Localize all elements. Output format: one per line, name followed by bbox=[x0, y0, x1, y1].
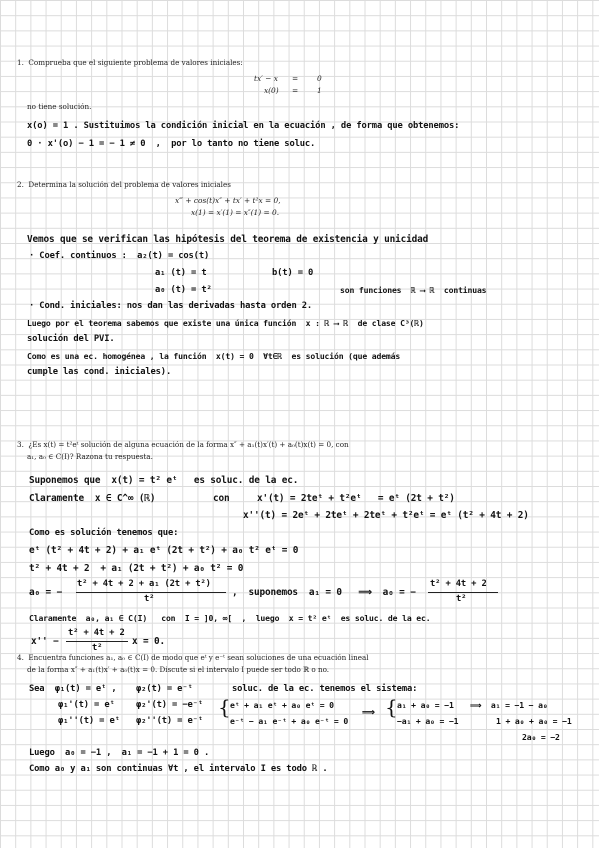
problem2-answer-line: · Coef. continuos : a₂(t) = cos(t) bbox=[29, 251, 210, 261]
problem3-answer-line: a₀ = − bbox=[29, 587, 62, 598]
fraction-bar bbox=[428, 592, 498, 593]
problem3-answer-line: Como es solución tenemos que: bbox=[29, 528, 179, 538]
problem4-system-line: eᵗ + a₁ eᵗ + a₀ eᵗ = 0 bbox=[230, 700, 334, 710]
problem3-fraction-den: t² bbox=[92, 643, 103, 653]
problem4-answer-line: Luego a₀ = −1 , a₁ = −1 + 1 = 0 . bbox=[29, 748, 210, 758]
problem4-answer-line: soluc. de la ec. tenemos el sistema: bbox=[232, 684, 418, 694]
problem4-answer-line: Como a₀ y a₁ son continuas ∀t , el intervalo I es todo ℝ . bbox=[29, 764, 328, 774]
fraction-bar bbox=[66, 641, 128, 642]
problem3-prompt: 3. ¿Es x(t) = t²eᵗ solución de alguna ecuación de la forma x″ + a₁(t)x′(t) + a₀(t)x(t) = 0, con bbox=[17, 440, 349, 449]
problem3-fraction-num: t² + 4t + 2 bbox=[430, 579, 487, 589]
problem2-answer-line: Como es una ec. homogénea , la función x(t) = 0 ∀t∈ℝ es solución (que además bbox=[27, 351, 401, 361]
problem1-answer-line: 0 · x'(o) − 1 = − 1 ≠ 0 , por lo tanto no tiene soluc. bbox=[27, 139, 316, 149]
problem3-answer-line: Claramente a₀, a₁ ∈ C(I) con I = ]0, ∞[ , luego x = t² eᵗ es soluc. de la ec. bbox=[29, 613, 431, 623]
problem4-answer-line: φ₁''(t) = eᵗ bbox=[58, 716, 120, 726]
problem4-result-line: 1 + a₀ + a₀ = −1 bbox=[496, 716, 572, 726]
problem2-prompt: 2. Determina la solución del problema de valores iniciales bbox=[17, 180, 231, 189]
problem3-answer-line: Suponemos que x(t) = t² eᵗ es soluc. de la ec. bbox=[29, 475, 299, 486]
implies-arrow: ⟹ bbox=[362, 708, 375, 718]
problem2-answer-line: solución del PVI. bbox=[27, 334, 115, 344]
problem1-eq2-rel: = bbox=[292, 86, 299, 95]
problem2-answer-line: b(t) = 0 bbox=[272, 268, 314, 278]
problem1-prompt: 1. Comprueba que el siguiente problema de valores iniciales: bbox=[17, 58, 243, 67]
problem2-answer-line: Vemos que se verifican las hipótesis del teorema de existencia y unicidad bbox=[27, 234, 429, 245]
problem3-answer-line: , suponemos a₁ = 0 ⟹ a₀ = − bbox=[232, 587, 416, 598]
left-brace: { bbox=[218, 695, 231, 719]
problem2-answer-line: Luego por el teorema sabemos que existe una única función x : ℝ ⟶ ℝ de clase C³(ℝ) bbox=[27, 318, 424, 328]
problem4-result-line: 2a₀ = −2 bbox=[522, 732, 560, 742]
problem3-fraction-den: t² bbox=[456, 594, 467, 604]
problem2-answer-line: · Cond. iniciales: nos dan las derivadas hasta orden 2. bbox=[29, 301, 313, 311]
problem4-system-line: −a₁ + a₀ = −1 bbox=[397, 716, 459, 726]
problem1-answer-line: x(o) = 1 . Sustituimos la condición inicial en la ecuación , de forma que obtenemos: bbox=[27, 121, 460, 131]
problem3-answer-line: x''(t) = 2eᵗ + 2teᵗ + 2teᵗ + t²eᵗ = eᵗ (t² + 4t + 2) bbox=[243, 510, 529, 521]
problem4-prompt: 4. Encuentra funciones a₁, a₀ ∈ C(I) de modo que eᵗ y e⁻ᵗ sean soluciones de una ecuación lineal bbox=[17, 653, 369, 662]
problem3-fraction-num: t² + 4t + 2 bbox=[68, 628, 125, 638]
problem2-answer-line: son funciones ℝ ⟶ ℝ continuas bbox=[340, 285, 487, 295]
problem4-system-line: a₁ + a₀ = −1 bbox=[397, 700, 454, 710]
problem1-eq1-rel: = bbox=[292, 74, 299, 83]
problem4-answer-line: φ₂'(t) = −e⁻ᵗ bbox=[136, 700, 203, 710]
problem3-answer-line: eᵗ (t² + 4t + 2) + a₁ eᵗ (2t + t²) + a₀ t² eᵗ = 0 bbox=[29, 545, 299, 556]
problem2-answer-line: a₁ (t) = t bbox=[155, 268, 207, 278]
problem3-answer-line: x'' − bbox=[31, 636, 59, 647]
problem3-answer-line: x = 0. bbox=[132, 636, 165, 647]
problem3-fraction-den: t² bbox=[144, 594, 155, 604]
problem1-eq2-lhs: x(0) bbox=[264, 86, 279, 95]
problem1-eq1-lhs: tx′ − x bbox=[254, 74, 278, 83]
fraction-bar bbox=[76, 592, 226, 593]
left-brace: { bbox=[385, 695, 398, 719]
problem3-fraction-num: t² + 4t + 2 + a₁ (2t + t²) bbox=[77, 579, 211, 589]
problem4-result-line: ⟹ a₁ = −1 − a₀ bbox=[470, 700, 548, 710]
problem1-eq2-rhs: 1 bbox=[317, 86, 322, 95]
problem3-answer-line: Claramente x ∈ C^∞ (ℝ) bbox=[29, 493, 156, 504]
problem4-answer-line: φ₂''(t) = e⁻ᵗ bbox=[136, 716, 203, 726]
problem2-eq1: x‴ + cos(t)x″ + tx′ + t²x = 0, bbox=[175, 196, 281, 205]
problem4-prompt: de la forma x″ + a₁(t)x′ + a₀(t)x = 0. Discute si el intervalo I puede ser todo ℝ o no. bbox=[27, 665, 330, 674]
problem4-answer-line: φ₂(t) = e⁻ᵗ bbox=[136, 684, 193, 694]
problem2-answer-line: a₀ (t) = t² bbox=[155, 285, 212, 295]
problem2-answer-line: cumple las cond. iniciales). bbox=[27, 367, 172, 377]
problem1-eq1-rhs: 0 bbox=[317, 74, 322, 83]
problem3-answer-line: t² + 4t + 2 + a₁ (2t + t²) + a₀ t² = 0 bbox=[29, 563, 244, 574]
problem3-prompt: a₁, a₀ ∈ C(I)? Razona tu respuesta. bbox=[27, 452, 153, 461]
problem2-eq2: x(1) = x′(1) = x″(1) = 0. bbox=[191, 208, 280, 217]
problem4-answer-line: φ₁'(t) = eᵗ bbox=[58, 700, 115, 710]
problem3-answer-line: con x'(t) = 2teᵗ + t²eᵗ = eᵗ (2t + t²) bbox=[213, 493, 455, 504]
problem1-tail: no tiene solución. bbox=[27, 102, 92, 111]
problem4-system-line: e⁻ᵗ − a₁ e⁻ᵗ + a₀ e⁻ᵗ = 0 bbox=[230, 716, 349, 726]
problem4-answer-line: Sea φ₁(t) = eᵗ , bbox=[29, 684, 117, 694]
